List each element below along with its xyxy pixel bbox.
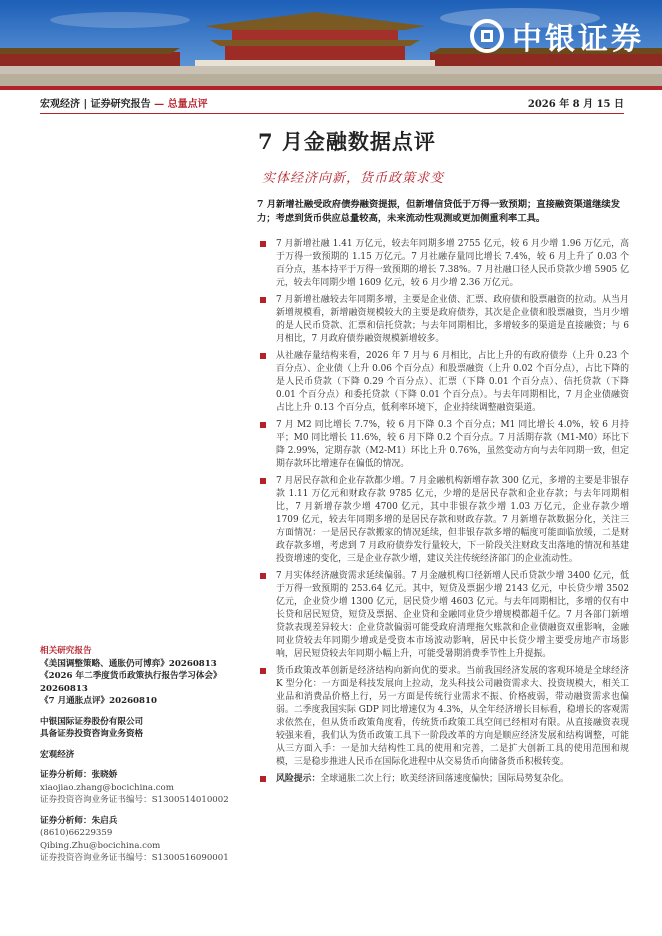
bullet-marker-icon xyxy=(260,776,266,782)
bullet-marker-icon xyxy=(260,353,266,359)
analyst-cert: 证券投资咨询业务证书编号：S1300516090001 xyxy=(40,853,229,863)
bullet-marker-icon xyxy=(260,422,266,428)
sidebar xyxy=(40,645,245,865)
org-qualification: 具备证券投资咨询业务资格 xyxy=(40,729,144,739)
bullet-item: 7 月实体经济融资需求延续偏弱。7 月金融机构口径新增人民币贷款少增 3400 亿元，低于万得一致预期的 253.64 亿元。其中，短贷及票据少增 2143 亿元，中长贷少增 3502 亿元，企业贷少增 1300 亿元，居民贷少增 4603 亿元。与去年同期相比，多增的仅有中长贷和居民短贷，短贷及票据、企业贷和金融同业贷少增规模都超千亿。7 月各部门新增贷款表现差异较大：企业贷款偏弱可能受政府清理拖欠账款和企业债融资双重影响，金融同业贷较去年同期少增或是受资本市场波动影响，居民中长贷少增主要受房地产市场影响，居民短贷较去年同期小幅上升，可能受暑期消费季节性上升提振。 xyxy=(257,570,629,661)
analyst-name: 证券分析师：张晓娇 xyxy=(40,770,118,780)
header-rule xyxy=(40,113,624,114)
analyst-name: 证券分析师：朱启兵 xyxy=(40,815,118,826)
summary-paragraph: 7 月新增社融受政府债券融资提振，但新增信贷低于万得一致预期；直接融资渠道继续发力；考虑到货币供应总量较高，未来流动性观测或更加侧重利率工具。 xyxy=(257,199,620,224)
bank-of-china-logo-icon xyxy=(470,19,504,53)
analyst-email[interactable]: xiaojiao.zhang@bocichina.com xyxy=(40,782,174,793)
risk-item xyxy=(257,773,629,786)
bullet-marker-icon xyxy=(260,573,266,579)
page-subtitle: 实体经济向新，货币政策求变 xyxy=(262,171,445,186)
related-report[interactable]: 《美国调整策略、通胀仍可博弈》20260813 xyxy=(40,658,217,669)
header-banner xyxy=(0,0,662,86)
bullet-list xyxy=(257,238,629,790)
breadcrumb-report-type: 证券研究报告 xyxy=(90,99,151,110)
analyst-email[interactable]: Qibing.Zhu@bocichina.com xyxy=(40,840,161,851)
brand-name: 中银证券 xyxy=(512,22,644,57)
department: 宏观经济 xyxy=(40,749,75,760)
bullet-item: 7 月新增社融较去年同期多增，主要是企业债、汇票、政府债和股票融资的拉动。从当月新增规模看，新增融资规模较大的主要是政府债券，其次是企业债和股票融资，当月少增的是人民币贷款、汇票和信托贷款；与去年同期相比，多增较多的渠道是直接融资；与 6 月相比，7 月政府债券融资规模新增较多。 xyxy=(257,294,629,346)
bullet-marker-icon xyxy=(260,668,266,674)
report-date: 2026 年 8 月 15 日 xyxy=(527,99,624,110)
analyst-phone: (8610)66229359 xyxy=(40,828,113,838)
bullet-item: 7 月新增社融 1.41 万亿元，较去年同期多增 2755 亿元，较 6 月少增 1.96 万亿元，高于万得一致预期的 1.15 万亿元。7 月社融存量同比增长 7.4%，较 6 月上升了 0.03 个百分点，基本持平于万得一致预期的增长 7.38%。7 月社融口径人民币贷款少增 5905 亿元，较去年同期少增 1609 亿元，较 6 月少增 2.36 万亿元。 xyxy=(257,238,629,290)
bullet-item: 7 月 M2 同比增长 7.7%，较 6 月下降 0.3 个百分点；M1 同比增长 4.0%，较 6 月持平；M0 同比增长 11.6%，较 6 月下降 0.2 个百分点。7 月活期存款（M1-M0）环比下降 2.99%，定期存款（M2-M1）环比上升 0.76%，虽然变动方向与去年同期一致，但定期存款环比增速存在偏低的情况。 xyxy=(257,419,629,471)
analyst-cert: 证券投资咨询业务证书编号：S1300514010002 xyxy=(40,795,229,805)
brand-logo xyxy=(470,14,644,58)
related-report[interactable]: 《7 月通胀点评》20260810 xyxy=(40,696,157,706)
org-name: 中银国际证券股份有限公司 xyxy=(40,716,144,727)
breadcrumb-separator: | xyxy=(80,99,91,110)
related-title: 相关研究报告 xyxy=(40,646,92,656)
bullet-item: 7 月居民存款和企业存款都少增。7 月金融机构新增存款 300 亿元，多增的主要是非银存款 1.11 万亿元和财政存款 9785 亿元，少增的是居民存款和企业存款；与去年同期相比，7 月新增存款少增 4700 亿元，其中非银存款少增 1.03 万亿元，企业存款少增 1709 亿元，较去年同期多增的是居民存款和财政存款。7 月新增存款数据分化，关注三方面情况：一是居民存款搬家的情况延续，但非银存款多增的幅度可能面临放缓，二是财政存款多增，考虑到 7 月政府债券发行量较大，下一阶段关注财政支出落地的情况和基建投资增速的变化，三是企业存款少增，建议关注传统经济部门的企业流动性。 xyxy=(257,475,629,566)
bullet-item: 从社融存量结构来看，2026 年 7 月与 6 月相比，占比上升的有政府债券（上升 0.23 个百分点）、企业债（上升 0.06 个百分点）和股票融资（上升 0.02 个百分点），占比下降的是人民币贷款（下降 0.29 个百分点）、汇票（下降 0.01 个百分点）、信托贷款（下降 0.01 个百分点）和委托贷款（下降 0.01 个百分点）。与去年同期相比，7 月企业债融资占比上升 0.13 个百分点，低利率环境下，企业持续调整融资渠道。 xyxy=(257,350,629,415)
bullet-marker-icon xyxy=(260,478,266,484)
bullet-item: 货币政策改革创新是经济结构向新向优的要求。当前我国经济发展的客观环境是全球经济 K 型分化：一方面是科技发展向上拉动，龙头科技公司融资需求大、投资规模大，相关工业品和消费品价格上行，另一方面是传统行业需求不振、价格疲弱，带动融资需求也偏弱。二季度我国实际 GDP 同比增速仅为 4.3%，从全年经济增长目标看，稳增长的客观需求依然在，但从货币政策角度看，传统货币政策工具空间已经相对有限。从直接融资表现较强来看，我们认为货币政策工具下一阶段改革的方向是顺应经济发展和结构调整，可能从三方面入手：一是加大结构性工具的使用和完善，二是扩大创新工具的使用范围和规模，三是稳步推进人民币在国际化进程中从交易货币向储备货币积极转变。 xyxy=(257,665,629,769)
breadcrumb xyxy=(40,95,208,110)
bullet-marker-icon xyxy=(260,241,266,247)
related-report[interactable]: 《2026 年二季度货币政策执行报告学习体会》20260813 xyxy=(40,671,222,694)
page-title: 7 月金融数据点评 xyxy=(258,129,436,154)
header-strip xyxy=(0,86,662,90)
risk-text: 全球通胀二次上行；欧美经济回落速度偏快；国际局势复杂化。 xyxy=(320,774,569,784)
bullet-marker-icon xyxy=(260,297,266,303)
risk-label: 风险提示： xyxy=(276,774,321,784)
breadcrumb-subtype: — 总量点评 xyxy=(150,99,208,110)
breadcrumb-category: 宏观经济 xyxy=(40,99,80,110)
